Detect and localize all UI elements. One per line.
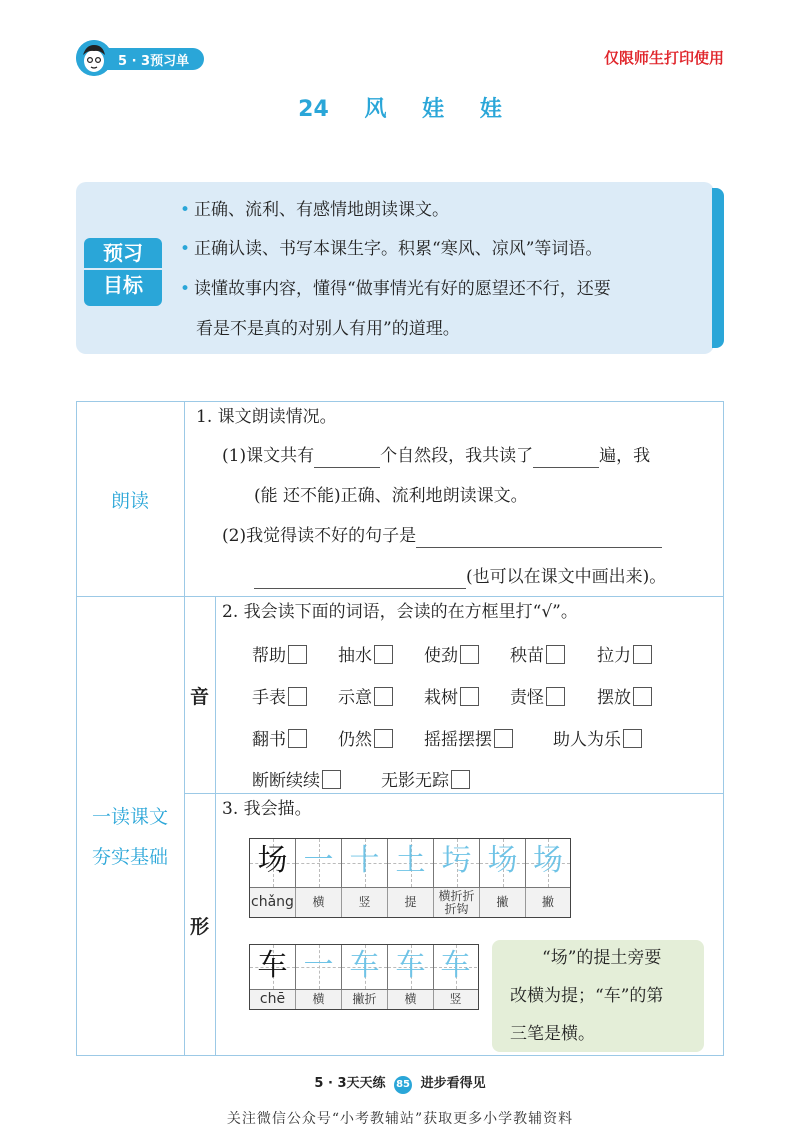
- objectives-badge-line1: 预习: [84, 238, 162, 270]
- bullet-icon: •: [180, 239, 191, 259]
- stroke-label: 横: [388, 990, 434, 1009]
- word-checkbox[interactable]: [546, 687, 565, 706]
- difficult-sentence-blank-2[interactable]: [254, 569, 466, 589]
- word-item: 无影无踪: [381, 766, 470, 791]
- word-checkbox[interactable]: [288, 687, 307, 706]
- bullet-icon: •: [180, 200, 191, 220]
- word-item: 手表: [252, 683, 307, 708]
- grid-cell[interactable]: 车: [342, 945, 388, 989]
- word-item: 摆放: [597, 683, 652, 708]
- tip-line: “场”的提土旁要: [542, 948, 662, 968]
- objective-item-continued: 看是不是真的对别人有用”的道理。: [196, 319, 460, 339]
- question-2: 2. 我会读下面的词语，会读的在方框里打“√”。: [222, 602, 578, 622]
- grid-cell[interactable]: 车: [434, 945, 477, 989]
- page-number: 85: [394, 1076, 412, 1094]
- promo-note: 关注微信公众号“小考教辅站”获取更多小学教辅资料: [226, 1111, 574, 1127]
- footer-right: 进步看得见: [420, 1076, 486, 1091]
- word-item: 栽树: [424, 683, 479, 708]
- grid-cell[interactable]: 车: [388, 945, 434, 989]
- subsection-shape: 形: [190, 916, 210, 938]
- stroke-label: 撇: [541, 895, 554, 909]
- tracing-grid-chang: [249, 838, 571, 918]
- question-1-1-continued: (能 还不能)正确、流利地朗读课文。: [254, 486, 528, 506]
- word-item: 助人为乐: [553, 725, 642, 750]
- grid-cell[interactable]: 土: [388, 839, 434, 887]
- word-item: 帮助: [252, 641, 307, 666]
- word-checkbox[interactable]: [322, 770, 341, 789]
- badge-label: 5 · 3预习单: [118, 54, 190, 69]
- stroke-label: 撇: [480, 888, 526, 917]
- footer-left: 5 · 3天天练: [314, 1076, 386, 1091]
- lesson-title-char: 风: [364, 97, 387, 122]
- grid-cell[interactable]: 一: [296, 945, 342, 989]
- tracing-grid-che: [249, 944, 479, 1010]
- word-checkbox[interactable]: [451, 770, 470, 789]
- stroke-label-row: [250, 887, 570, 917]
- lesson-number: 24: [298, 97, 329, 122]
- question-1: 1. 课文朗读情况。: [196, 407, 337, 427]
- word-checkbox[interactable]: [460, 645, 479, 664]
- word-checkbox[interactable]: [623, 729, 642, 748]
- word-checkbox[interactable]: [288, 729, 307, 748]
- question-1-1: (1)课文共有 个自然段，我共读了 遍，我: [222, 446, 651, 466]
- question-1-2: (2)我觉得读不好的句子是: [222, 524, 662, 548]
- subsection-sound: 音: [190, 686, 210, 708]
- stroke-label-row: [250, 989, 478, 1009]
- objectives-tab: [712, 188, 724, 348]
- grid-cell: 场: [250, 839, 296, 887]
- paragraph-count-blank[interactable]: [314, 448, 380, 468]
- restricted-notice: 仅限师生打印使用: [603, 49, 724, 67]
- table-divider: [215, 596, 216, 1056]
- writing-tip: [492, 940, 704, 1052]
- pinyin-label: chǎng: [250, 888, 296, 917]
- stroke-label: 横: [296, 990, 342, 1009]
- word-item: 仍然: [338, 725, 393, 750]
- grid-cell[interactable]: 圬: [434, 839, 480, 887]
- table-divider: [184, 401, 185, 1056]
- bullet-icon: •: [180, 279, 191, 299]
- word-checkbox[interactable]: [546, 645, 565, 664]
- grid-cell[interactable]: 场: [480, 839, 526, 887]
- pinyin-label: chē: [250, 990, 296, 1009]
- difficult-sentence-blank[interactable]: [416, 528, 662, 548]
- objectives-badge: [84, 238, 162, 306]
- word-checkbox[interactable]: [460, 687, 479, 706]
- lesson-title: [0, 92, 800, 123]
- stroke-label: 横: [296, 888, 342, 917]
- word-item: 秧苗: [510, 641, 565, 666]
- mascot-icon: [76, 40, 112, 76]
- word-item: 翻书: [252, 725, 307, 750]
- objective-item: • 正确、流利、有感情地朗读课文。: [180, 200, 450, 220]
- word-item: 拉力: [597, 641, 652, 666]
- word-item: 使劲: [424, 641, 479, 666]
- word-checkbox[interactable]: [374, 645, 393, 664]
- page-footer: [0, 1072, 800, 1094]
- grid-cell[interactable]: 一: [296, 839, 342, 887]
- stroke-label: 竖: [342, 888, 388, 917]
- word-checkbox[interactable]: [374, 687, 393, 706]
- objective-item: • 读懂故事内容，懂得“做事情光有好的愿望还不行，还要: [180, 279, 611, 299]
- word-item: 示意: [338, 683, 393, 708]
- word-checkbox[interactable]: [633, 687, 652, 706]
- table-divider: [184, 793, 724, 794]
- series-badge: [76, 40, 204, 74]
- objectives-badge-line2: 目标: [103, 273, 143, 297]
- word-checkbox[interactable]: [288, 645, 307, 664]
- tip-line: 改横为提；“车”的第: [510, 986, 664, 1006]
- grid-cell[interactable]: 场: [526, 839, 570, 887]
- question-1-2-continued: (也可以在课文中画出来)。: [254, 565, 666, 589]
- grid-cell: 车: [250, 945, 296, 989]
- word-checkbox[interactable]: [633, 645, 652, 664]
- word-item: 责怪: [510, 683, 565, 708]
- word-checkbox[interactable]: [494, 729, 513, 748]
- section-reading: 朗读: [110, 490, 149, 512]
- stroke-label: 提: [388, 888, 434, 917]
- section-read-text: 一读课文 夯实基础: [91, 806, 168, 868]
- grid-cell[interactable]: 十: [342, 839, 388, 887]
- lesson-title-char: 娃: [422, 97, 445, 122]
- stroke-label: 竖: [449, 992, 462, 1006]
- read-times-blank[interactable]: [533, 448, 599, 468]
- stroke-label: 撇折: [342, 990, 388, 1009]
- word-item: 断断续续: [252, 766, 341, 791]
- tip-line: 三笔是横。: [510, 1024, 595, 1044]
- question-3: 3. 我会描。: [222, 799, 312, 819]
- stroke-label: 横折折折钩: [434, 888, 480, 917]
- table-divider: [76, 596, 724, 597]
- objective-item: • 正确认读、书写本课生字。积累“寒风、凉风”等词语。: [180, 239, 603, 259]
- word-checkbox[interactable]: [374, 729, 393, 748]
- word-item: 摇摇摆摆: [424, 725, 513, 750]
- word-item: 抽水: [338, 641, 393, 666]
- lesson-title-char: 娃: [479, 97, 502, 122]
